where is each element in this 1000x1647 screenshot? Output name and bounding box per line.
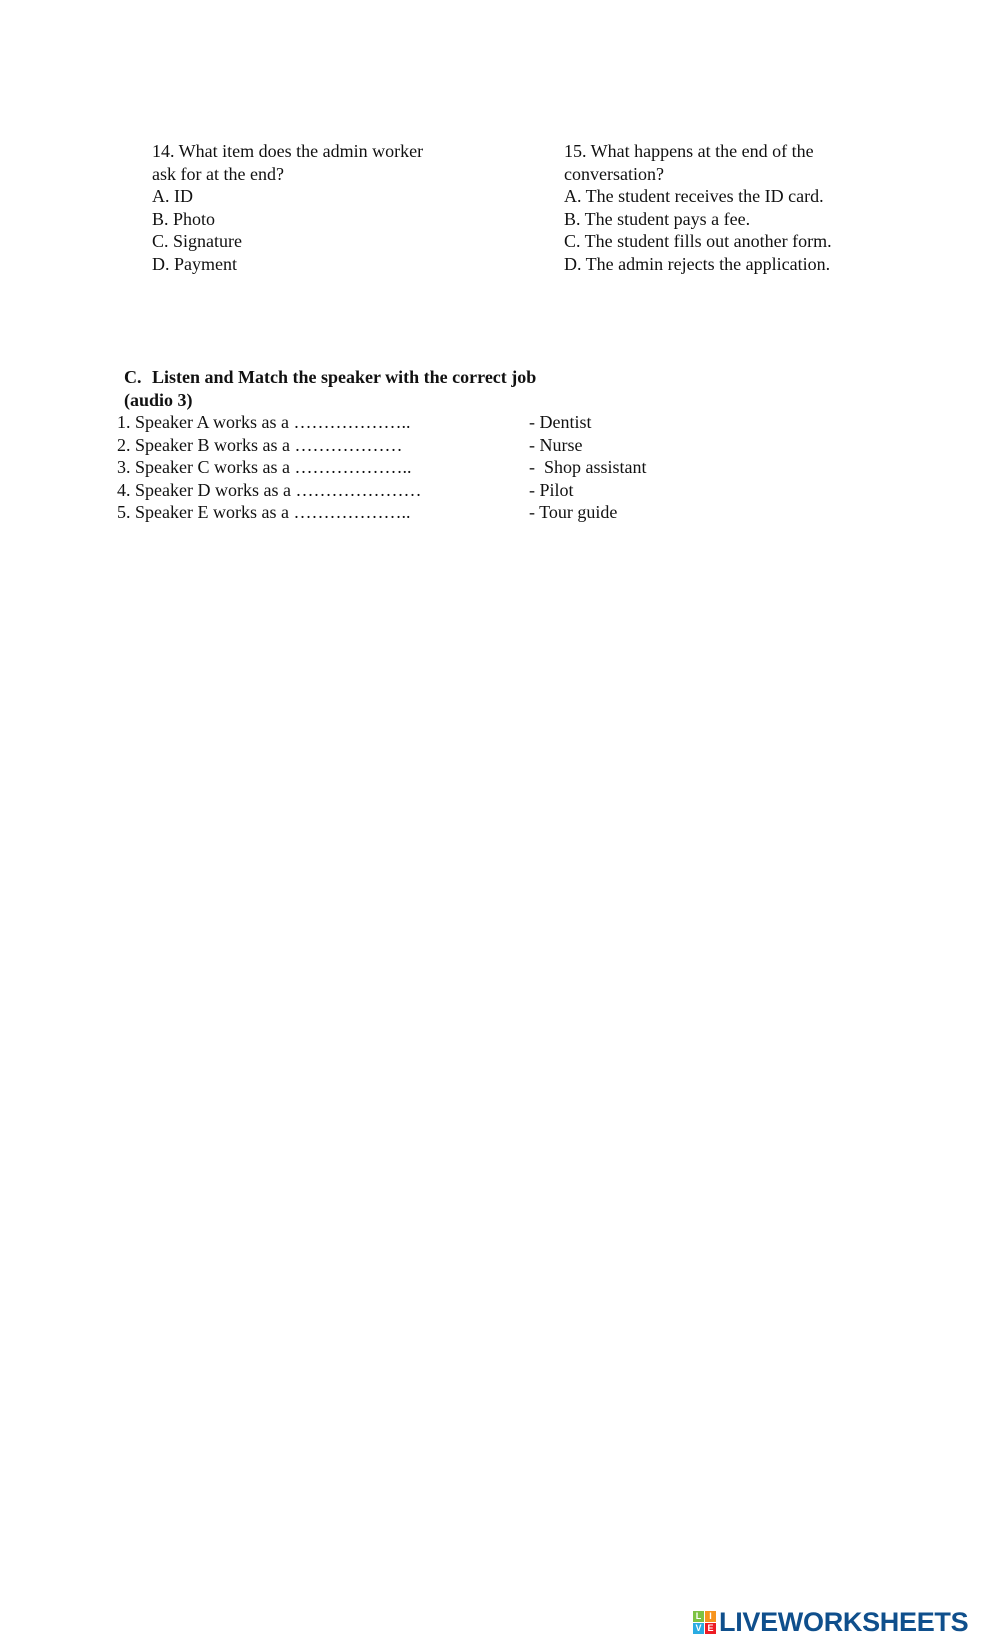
logo-mark-letter-e: E [705, 1623, 716, 1634]
question-15-option-b: B. The student pays a fee. [564, 208, 751, 229]
job-item-3: - Shop assistant [529, 457, 647, 478]
job-item-5: - Tour guide [529, 502, 618, 523]
section-c-heading [124, 366, 536, 411]
question-15-option-d: D. The admin rejects the application. [564, 253, 831, 274]
question-15 [564, 140, 832, 276]
speaker-item-4: 4. Speaker D works as a ………………… [117, 479, 422, 500]
logo-text: LIVEWORKSHEETS [719, 1606, 969, 1637]
section-c-title-line-1 [124, 366, 536, 389]
question-15-text-line-2: conversation? [564, 163, 664, 184]
liveworksheets-logo [693, 1607, 968, 1637]
question-14-text-line-2: ask for at the end? [152, 163, 284, 184]
logo-mark-letter-i: I [705, 1611, 716, 1622]
job-list [529, 411, 647, 524]
logo-mark-letter-v: V [693, 1623, 704, 1634]
job-item-2: - Nurse [529, 434, 583, 455]
question-14 [152, 140, 423, 276]
question-14-option-b: B. Photo [152, 208, 216, 229]
question-15-option-c: C. The student fills out another form. [564, 231, 832, 252]
question-14-option-d: D. Payment [152, 253, 237, 274]
question-14-text-line-1: 14. What item does the admin worker [152, 141, 424, 161]
speaker-item-1: 1. Speaker A works as a ……………….. [117, 412, 411, 432]
question-15-text-line-1: 15. What happens at the end of the [564, 141, 814, 161]
job-item-4: - Pilot [529, 479, 574, 500]
question-14-option-c: C. Signature [152, 231, 242, 252]
section-c-title: Listen and Match the speaker with the correct job [152, 367, 537, 387]
question-14-option-a: A. ID [152, 186, 193, 207]
job-item-1: - Dentist [529, 412, 592, 432]
speaker-item-2: 2. Speaker B works as a ……………… [117, 434, 403, 455]
speaker-item-5: 5. Speaker E works as a ……………….. [117, 502, 411, 523]
section-c-title-line-2: (audio 3) [124, 389, 193, 410]
logo-mark-letter-l: L [693, 1611, 704, 1622]
speaker-list [117, 411, 421, 524]
live-logo-icon [693, 1611, 716, 1634]
section-c-letter: C. [124, 367, 142, 387]
question-15-option-a: A. The student receives the ID card. [564, 186, 824, 207]
speaker-item-3: 3. Speaker C works as a ……………….. [117, 457, 412, 478]
